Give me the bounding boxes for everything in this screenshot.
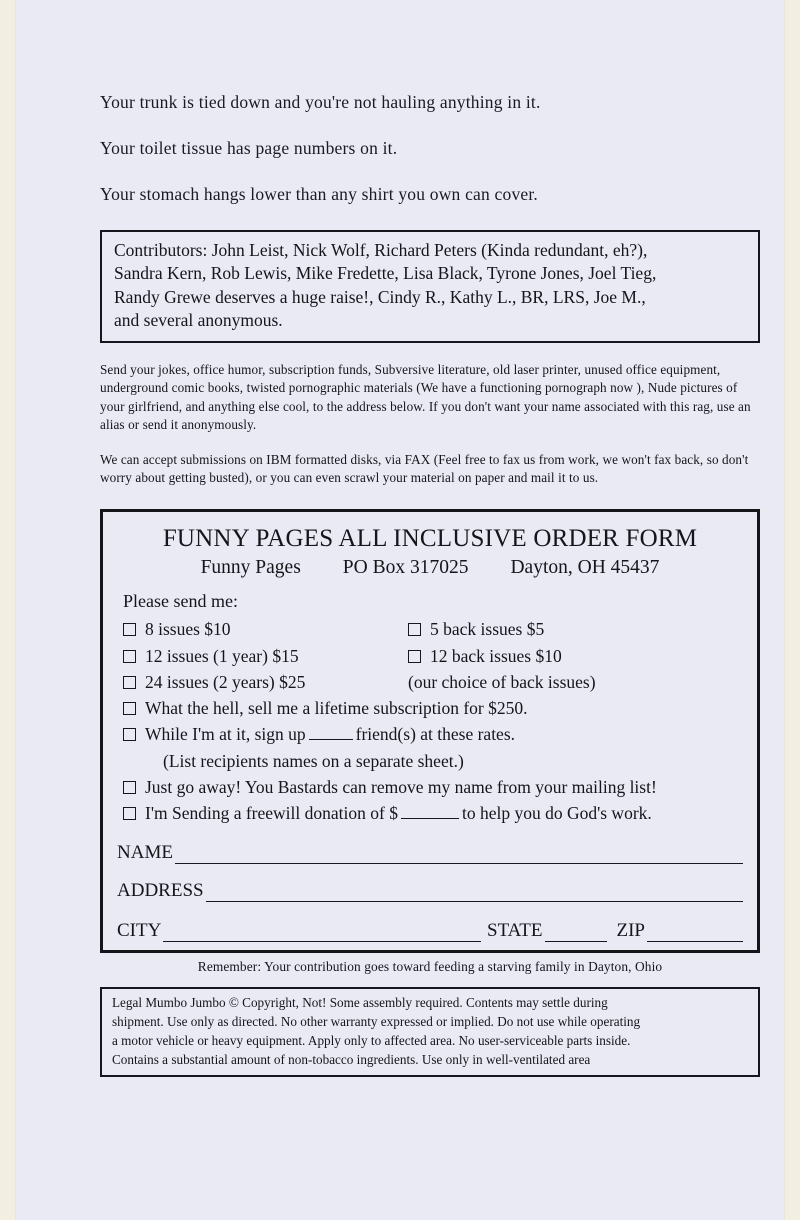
option-label-pre: I'm Sending a freewill donation of $ [145,803,398,824]
option-label [145,800,652,826]
option-lifetime[interactable] [123,695,743,721]
legal-box [100,987,760,1077]
order-form-org: Funny Pages [200,557,301,579]
order-form [100,509,760,953]
checkbox-icon[interactable] [408,650,421,663]
option-label: 12 back issues $10 [430,645,562,666]
options-grid [123,616,743,826]
joke-line: Your trunk is tied down and you're not hauling anything in it. [100,92,541,112]
option-sign-up-friends[interactable] [123,721,743,747]
option-label-post: to help you do God's work. [461,803,652,824]
name-label: NAME [117,842,173,864]
order-form-pobox: PO Box 317025 [342,557,469,579]
option-row [123,616,743,642]
option-label: 8 issues $10 [145,619,231,640]
state-label: STATE [487,920,543,942]
checkbox-icon[interactable] [123,702,136,715]
back-issues-note [408,669,596,695]
contributors-box [100,230,760,343]
option-12-back-issues[interactable] [408,643,562,669]
option-donation[interactable] [123,800,743,826]
legal-line: a motor vehicle or heavy equipment. Apply only to affected area. No user-serviceable parts inside. [112,1032,631,1048]
legal-line: shipment. Use only as directed. No other warranty expressed or implied. Do not use while operating [112,1014,641,1030]
address-input[interactable] [206,887,743,902]
checkbox-icon[interactable] [408,623,421,636]
option-label: Just go away! You Bastards can remove my name from your mailing list! [145,776,657,797]
option-label [145,721,515,747]
legal-line: Contains a substantial amount of non-tobacco ingredients. Use only in well-ventilated area [112,1051,591,1067]
city-label: CITY [117,920,162,942]
contributors-line: and several anonymous. [114,309,283,330]
friends-count-input[interactable] [309,739,353,740]
checkbox-icon[interactable] [123,676,136,689]
submission-paragraph-2: We can accept submissions on IBM formatted disks, via FAX (Feel free to fax us from work, we won't fax back, so don't worry about getting busted), or you can even scrawl your material on paper and mail it to us. [100,451,749,486]
name-input[interactable] [175,849,743,864]
joke-list [100,92,760,205]
checkbox-icon[interactable] [123,807,136,820]
contributors-line: Randy Grewe deserves a huge raise!, Cindy R., Kathy L., BR, LRS, Joe M., [114,286,646,307]
checkbox-icon[interactable] [123,781,136,794]
joke-line: Your stomach hangs lower than any shirt you own can cover. [100,184,539,204]
option-label-post: friend(s) at these rates. [355,724,516,745]
option-row [123,643,743,669]
legal-line: Legal Mumbo Jumbo © Copyright, Not! Some assembly required. Contents may settle during [112,995,608,1011]
order-form-title: FUNNY PAGES ALL INCLUSIVE ORDER FORM [162,525,698,553]
remember-note: Remember: Your contribution goes toward feeding a starving family in Dayton, Ohio [197,959,663,975]
city-state-zip-row[interactable] [117,920,743,942]
order-form-citystatezip: Dayton, OH 45437 [510,557,660,579]
city-input[interactable] [163,927,481,942]
newsletter-page [16,0,784,1220]
option-label: 12 issues (1 year) $15 [145,645,299,666]
submission-paragraph-1: Send your jokes, office humor, subscription funds, Subversive literature, old laser printer, unused office equipment, underground comic books, twisted pornographic materials (We have a functioning pornograph now ), Nude pictures of your girlfriend, and anything else cool, to the address below. If you don't want your name associated with this rag, use an alias or send it anonymously. [100,362,751,432]
option-label-pre: While I'm at it, sign up [145,724,306,745]
zip-label: ZIP [616,920,645,942]
joke-line: Your toilet tissue has page numbers on it. [100,138,398,158]
option-label: 24 issues (2 years) $25 [145,671,306,692]
checkbox-icon[interactable] [123,650,136,663]
please-send-label: Please send me: [123,591,238,612]
zip-input[interactable] [647,927,743,942]
option-go-away[interactable] [123,774,743,800]
option-label: What the hell, sell me a lifetime subscription for $250. [145,698,528,719]
option-label: 5 back issues $5 [430,619,545,640]
friends-note: (List recipients names on a separate sheet.) [163,750,464,771]
address-label: ADDRESS [117,880,204,902]
contributors-line: Contributors: John Leist, Nick Wolf, Richard Peters (Kinda redundant, eh?), [114,240,648,260]
option-24-issues[interactable] [123,669,408,695]
option-5-back-issues[interactable] [408,616,544,642]
checkbox-icon[interactable] [123,623,136,636]
option-row [123,669,743,695]
state-input[interactable] [545,927,607,942]
option-12-issues[interactable] [123,643,408,669]
order-form-address [117,557,743,579]
name-field-row[interactable] [117,842,743,864]
page-content [100,70,760,1077]
checkbox-icon[interactable] [123,728,136,741]
address-field-row[interactable] [117,880,743,902]
option-8-issues[interactable] [123,616,408,642]
contributors-line: Sandra Kern, Rob Lewis, Mike Fredette, Lisa Black, Tyrone Jones, Joel Tieg, [114,263,657,284]
donation-amount-input[interactable] [401,818,459,819]
note-label: (our choice of back issues) [408,671,596,692]
